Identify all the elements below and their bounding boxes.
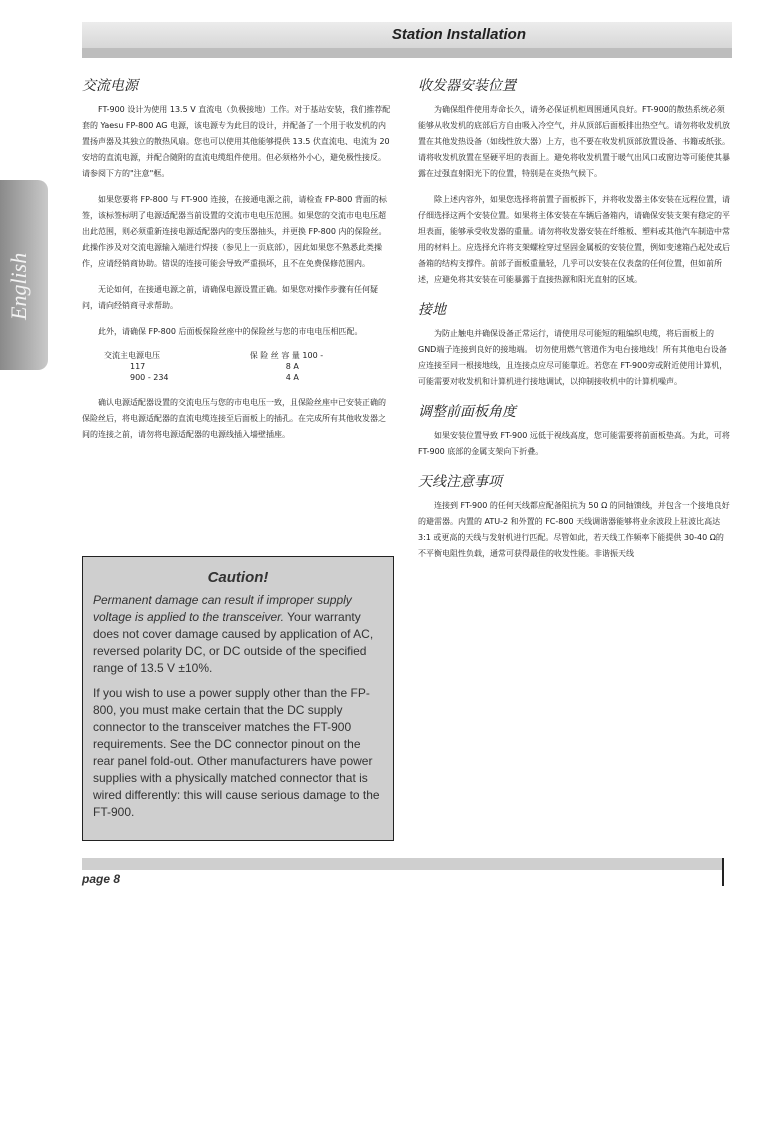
fuse-capacity-cell: 4 A	[285, 373, 299, 382]
caution-warning-text: Permanent damage can result if improper supply voltage is applied to the transceiver.	[93, 593, 352, 624]
page-number: page 8	[82, 872, 121, 886]
footer-bar	[82, 858, 724, 870]
location-paragraph: 为确保组件使用寿命长久，请务必保证机柜周围通风良好。FT-900的散热系统必须能够从收发机的底部后方自由吸入冷空气，并从顶部后面板排出热空气。请勿将收发机放置在其他发热设备（如线性放大器）上方，也不要在收发机顶部放置设备、书籍或纸张。请将收发机放置在坚硬平坦的表面上。避免将收发机置于暖气出风口或窗边等可能使其暴露在过强直射阳光下的位置，特别是在炎热气候下。	[418, 105, 730, 178]
caution-warranty-text: Your warranty does not cover damage caused by application of AC, reversed polarity DC, or DC outside of the specified range of 13.5 V ±10%.	[93, 610, 374, 675]
ac-power-section	[82, 78, 392, 443]
front-panel-section	[418, 404, 730, 460]
ac-paragraph: 如果您要将 FP-800 与 FT-900 连接，在接通电源之前，请检查 FP-800 背面的标签，该标签标明了电源适配器当前设置的交流市电电压范围。如果您的交流市电电压超出此范围，则必须重新连接电源适配器内的变压器抽头，并更换 FP-800 内的保险丝。此操作涉及对交流电源输入端进行焊接（参见上一页底部），因此如果您不熟悉此类操作，应请经销商协助。错误的连接可能会导致严重损坏，且不在免费保修范围内。	[82, 195, 387, 268]
table-row	[82, 361, 392, 372]
fuse-voltage-cell: 117	[130, 362, 146, 371]
fuse-voltage-cell: 900 - 234	[130, 373, 169, 382]
right-column	[418, 78, 730, 576]
ac-paragraph: 无论如何，在接通电源之前，请确保电源设置正确。如果您对操作步骤有任何疑问，请向经销商寻求帮助。	[82, 285, 378, 310]
table-row	[82, 372, 392, 383]
location-section	[418, 78, 730, 288]
caution-title: Caution!	[207, 569, 269, 586]
grounding-heading: 接地	[418, 302, 446, 318]
antenna-section	[418, 474, 730, 562]
ac-paragraph: FT-900 设计为使用 13.5 V 直流电（负极接地）工作。对于基站安装，我们推荐配套的 Yaesu FP-800 AG 电源，该电源专为此目的设计，并配备了一个用于收发机的内置扬声器及其独立的散热风扇。您也可以使用其他能够提供 13.5 伏直流电、电流为 20 安培的直流电源，并配合随附的直流电缆组件使用。但必须格外小心，避免极性接反。请参阅下方的"注意"框。	[82, 105, 391, 178]
front-panel-paragraph: 如果安装位置导致 FT-900 远低于视线高度，您可能需要将前面板垫高。为此，可将 FT-900 底部的金属支架向下折叠。	[418, 431, 730, 456]
antenna-paragraph: 连接到 FT-900 的任何天线都应配备阻抗为 50 Ω 的同轴馈线，并包含一个接地良好的避雷器。内置的 ATU-2 和外置的 FC-800 天线调谐器能够将业余波段上驻波比高达 3:1 或更高的天线与发射机进行匹配。尽管如此，若天线工作频率下能提供 30-40 Ω的不平衡电阻性负载，通常可获得最佳的收发性能。非谐振天线	[418, 501, 730, 558]
header-rule	[82, 48, 732, 58]
caution-paragraph	[93, 592, 383, 677]
page-title: Station Installation	[391, 26, 526, 43]
ac-paragraph: 此外，请确保 FP-800 后面板保险丝座中的保险丝与您的市电电压相匹配。	[98, 327, 363, 336]
grounding-section	[418, 302, 730, 390]
location-paragraph: 除上述内容外，如果您选择将前置子面板拆下，并将收发器主体安装在远程位置，请仔细选择这两个安装位置。如果将主体安装在车辆后备箱内，请确保安装支架有稳定的平坦表面，能够承受收发器的重量。请勿将收发器安装在纤维板、塑料或其他汽车制造中常用的材料上。应选择允许将支架螺栓穿过坚固金属板的安装位置，例如变速箱凸起处或后备箱的结构支撑件。前部子面板重量轻，几乎可以安装在仪表盘的任何位置，但如前所述，应避免将其安装在可能暴露于直接热源和阳光直射的区域。	[418, 195, 730, 284]
caution-box	[82, 556, 394, 841]
left-column	[82, 78, 392, 457]
language-tab	[0, 180, 48, 370]
front-panel-heading: 调整前面板角度	[418, 404, 516, 420]
fuse-table-header	[82, 350, 392, 361]
footer-rule	[722, 858, 724, 886]
fuse-table	[82, 350, 392, 383]
fuse-col-voltage-header: 交流主电源电压	[104, 351, 160, 360]
grounding-paragraph: 为防止触电并确保设备正常运行，请使用尽可能短的粗编织电缆，将后面板上的GND端子连接到良好的接地端。 切勿使用燃气管道作为电台接地线！所有其他电台设备应连接至同一根接地线，且连接点应尽可能靠近。若您在 FT-900旁或附近使用计算机，可能需要对收发机和计算机进行接地调试，以抑制接收机中的计算机噪声。	[418, 329, 728, 386]
caution-paragraph: If you wish to use a power supply other than the FP-800, you must make certain that the DC supply connector to the transceiver matches the FT-900 requirements. See the DC connector pinout on the rear panel fold-out. Other manufacturers have power supplies with a physically matched connector that is wired differently: this will cause serious damage to the FT-900.	[93, 686, 380, 819]
antenna-heading: 天线注意事项	[418, 474, 502, 490]
fuse-col-capacity-header: 保 险 丝 容 量 100 -	[249, 351, 324, 360]
location-heading: 收发器安装位置	[418, 78, 516, 94]
fuse-capacity-cell: 8 A	[285, 362, 299, 371]
ac-power-heading: 交流电源	[82, 78, 138, 94]
language-tab-label: English	[6, 252, 31, 320]
ac-final-paragraph: 确认电源适配器设置的交流电压与您的市电电压一致，且保险丝座中已安装正确的保险丝后，将电源适配器的直流电缆连接至后面板上的插孔。在完成所有其他收发器之间的连接之前，请勿将电源适配器的电源线插入墙壁插座。	[82, 398, 386, 439]
